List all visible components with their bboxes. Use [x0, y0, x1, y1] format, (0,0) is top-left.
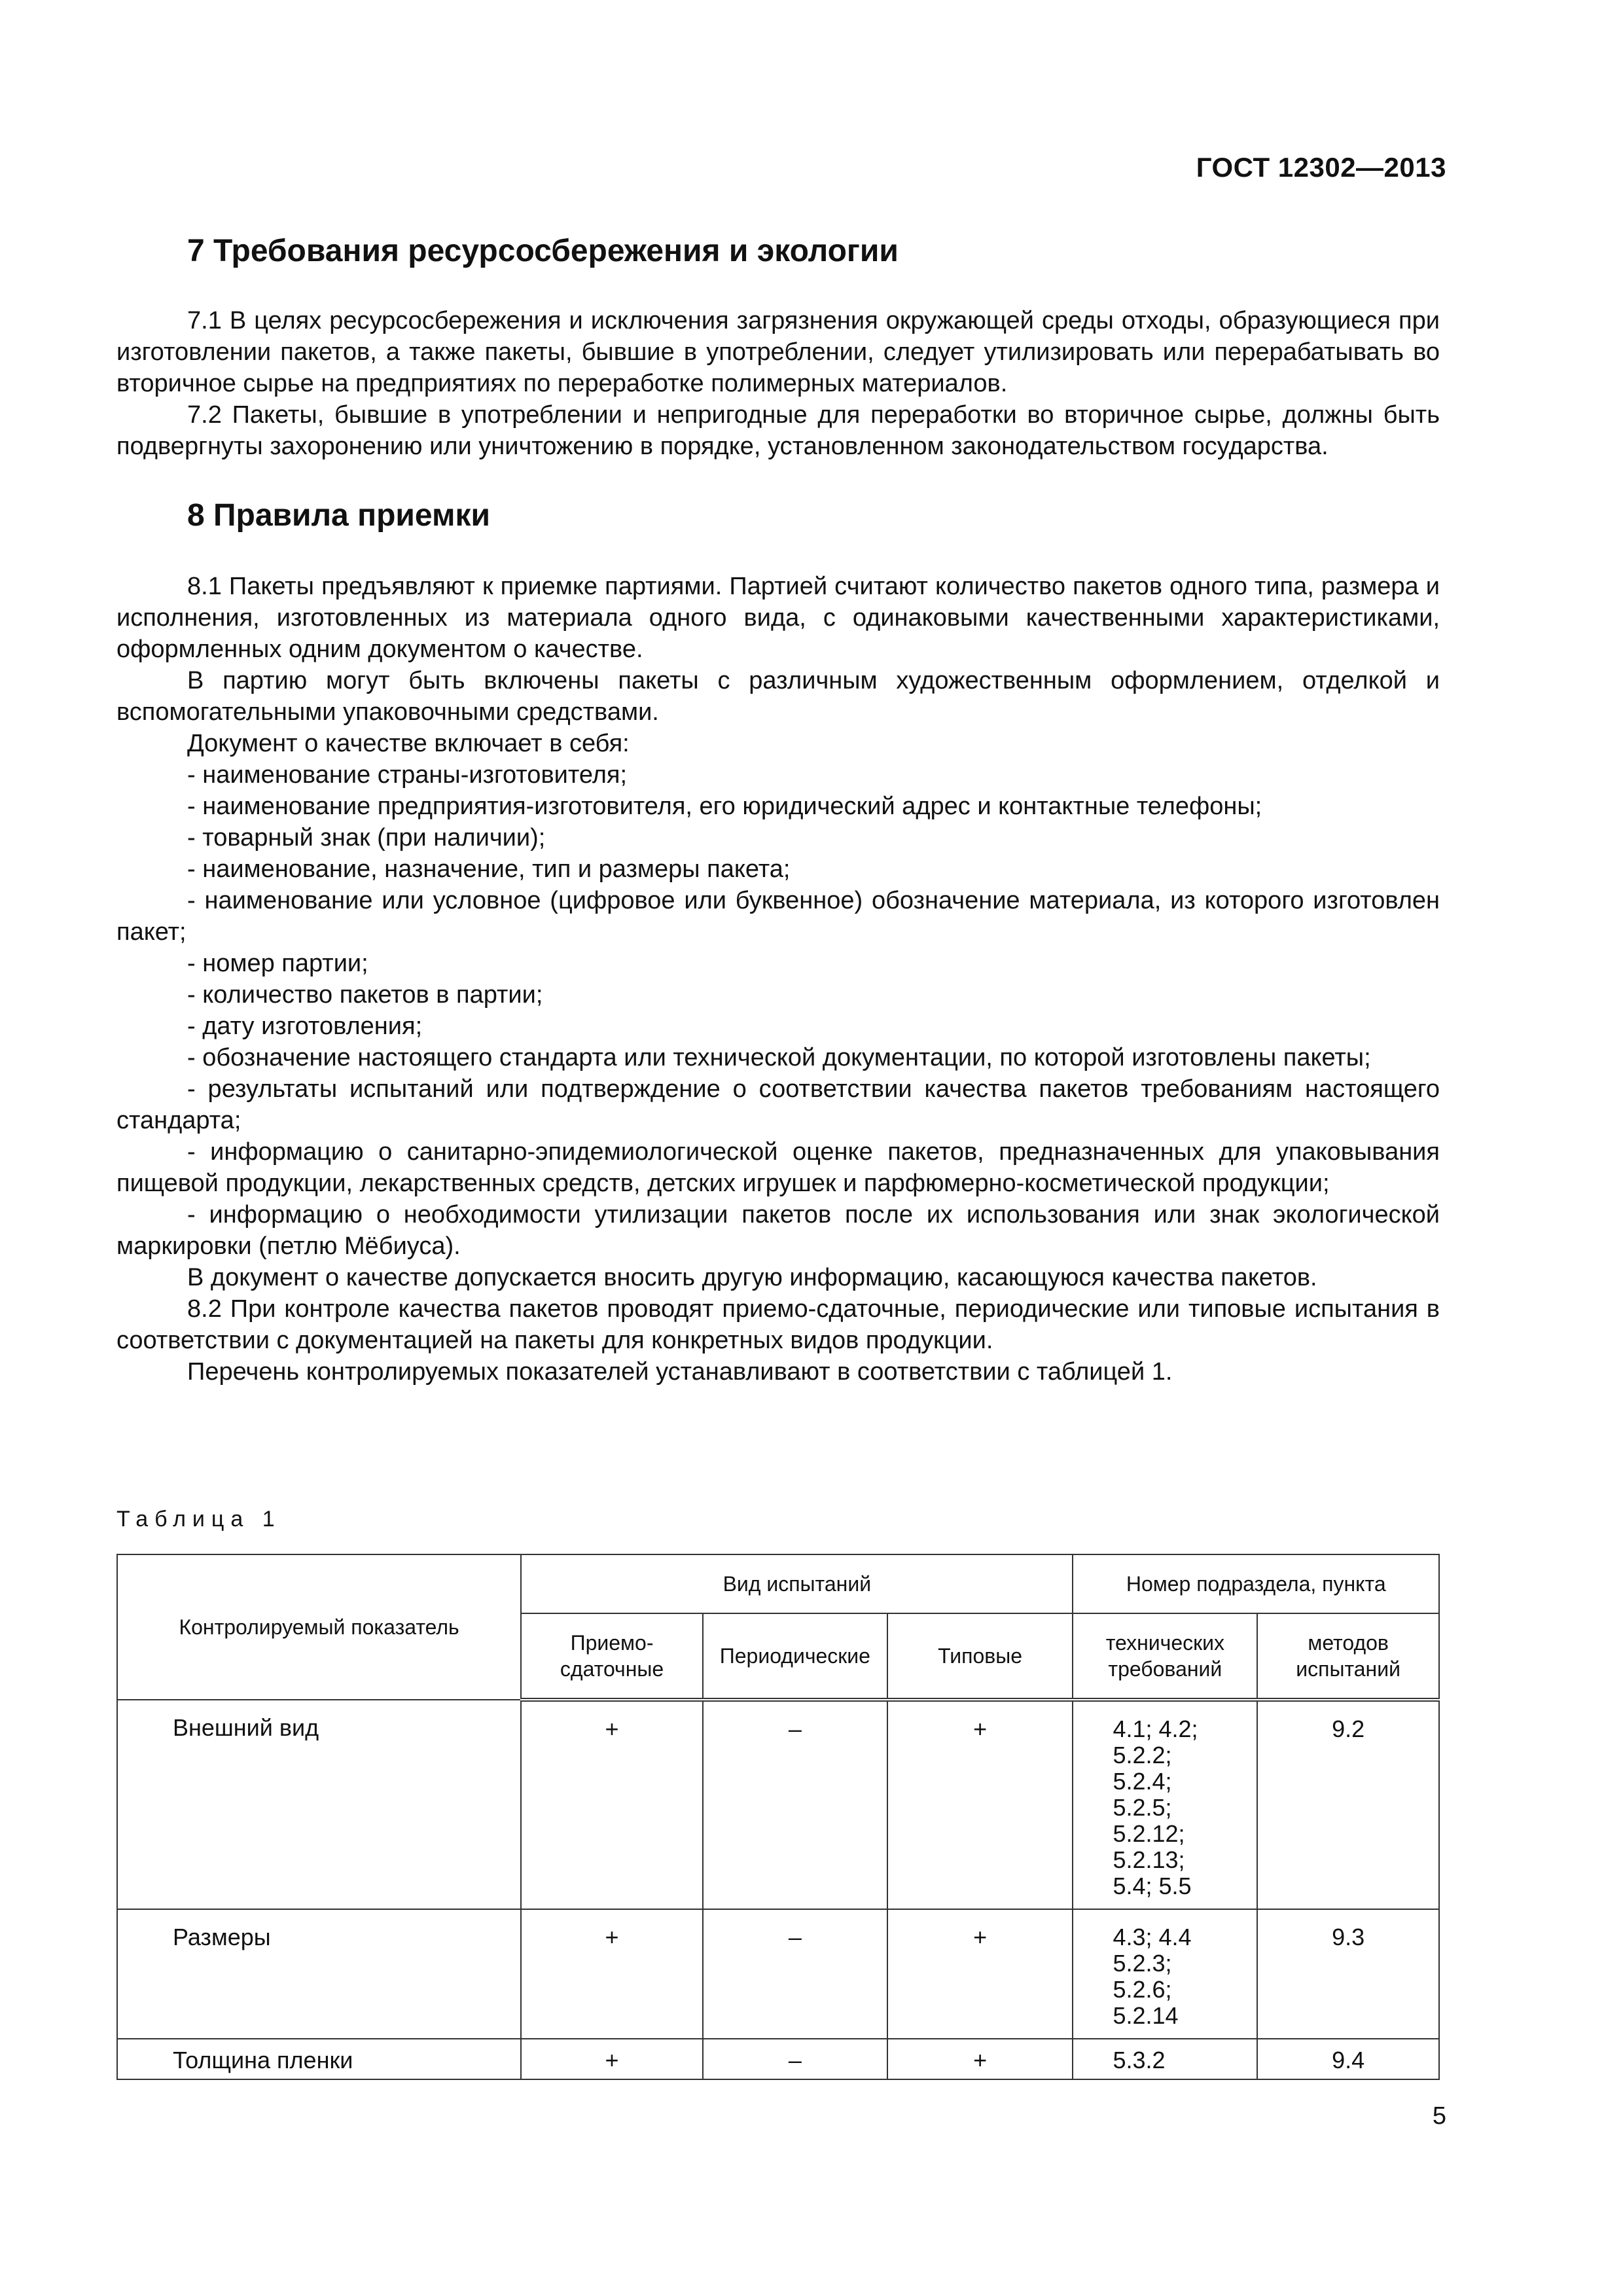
clause-ref: 5.2.2; — [1113, 1742, 1172, 1768]
paragraph-7-2: 7.2 Пакеты, бывшие в употреблении и непригодные для переработки во вторичное сырье, должны быть подвергнуты захоронению или уничтожению в порядке, установленном законодательством государства. — [116, 401, 1440, 460]
header-indicator: Контролируемый показатель — [117, 1554, 521, 1700]
clause-ref: 4.1; 4.2; — [1113, 1715, 1198, 1742]
cell-test-methods: 9.3 — [1257, 1909, 1439, 2039]
section-7-title: 7 Требования ресурсосбережения и экологии — [187, 234, 899, 268]
clause-ref: 5.2.6; — [1113, 1976, 1172, 2003]
cell-tech-requirements — [1073, 1909, 1257, 2039]
table-row — [117, 1909, 1439, 2039]
header-test-methods: методов испытаний — [1257, 1613, 1439, 1700]
list-item: - наименование или условное (цифровое или буквенное) обозначение материала, из которого изготовлен пакет; — [116, 887, 1440, 946]
cell-indicator: Внешний вид — [117, 1700, 521, 1909]
clause-ref: 5.2.13; — [1113, 1846, 1185, 1873]
paragraph-8-1: 8.1 Пакеты предъявляют к приемке партиями. Партией считают количество пакетов одного типа, размера и исполнения, изготовленных из материала одного вида, с одинаковыми качественными характеристиками, оформленных одним документом о качестве. — [116, 573, 1440, 663]
cell-type-tests: + — [887, 1700, 1073, 1909]
standard-header: ГОСТ 12302—2013 — [1196, 152, 1446, 183]
section-8-title: 8 Правила приемки — [187, 498, 491, 533]
inspection-table — [116, 1554, 1440, 2080]
list-item: - номер партии; — [187, 950, 368, 977]
list-item: - наименование предприятия-изготовителя, его юридический адрес и контактные телефоны; — [187, 793, 1262, 820]
list-item: - товарный знак (при наличии); — [187, 824, 546, 852]
table-row — [117, 1700, 1439, 1909]
header-type-tests: Типовые — [887, 1613, 1073, 1700]
page-content — [116, 229, 1440, 1388]
list-item: - информацию о необходимости утилизации пакетов после их использования или знак экологической маркировки (петлю Мёбиуса). — [116, 1201, 1440, 1260]
paragraph: Перечень контролируемых показателей устанавливают в соответствии с таблицей 1. — [187, 1358, 1173, 1386]
cell-type-tests: + — [887, 1909, 1073, 2039]
list-item: - обозначение настоящего стандарта или технической документации, по которой изготовлены пакеты; — [187, 1044, 1371, 1071]
cell-acceptance: + — [521, 1909, 703, 2039]
cell-indicator: Толщина пленки — [117, 2039, 521, 2079]
cell-periodic: – — [703, 1909, 887, 2039]
cell-test-methods: 9.2 — [1257, 1700, 1439, 1909]
paragraph-7-1: 7.1 В целях ресурсосбережения и исключения загрязнения окружающей среды отходы, образующиеся при изготовлении пакетов, а также пакеты, бывшие в употреблении, следует утилизировать или перерабатывать во вторичное сырье на предприятиях по переработке полимерных материалов. — [116, 307, 1440, 397]
paragraph: Документ о качестве включает в себя: — [187, 730, 630, 757]
cell-test-methods: 9.4 — [1257, 2039, 1439, 2079]
clause-ref: 5.2.5; — [1113, 1794, 1172, 1821]
cell-acceptance: + — [521, 2039, 703, 2079]
table-row — [117, 2039, 1439, 2079]
list-item: - информацию о санитарно-эпидемиологической оценке пакетов, предназначенных для упаковывания пищевой продукции, лекарственных средств, детских игрушек и парфюмерно-косметической продукции; — [116, 1138, 1440, 1197]
table-caption: Таблица 1 — [116, 1507, 281, 1532]
header-test-type: Вид испытаний — [521, 1554, 1073, 1613]
clause-ref: 5.2.12; — [1113, 1820, 1185, 1847]
list-item: - количество пакетов в партии; — [187, 981, 543, 1009]
clause-ref: 4.3; 4.4 — [1113, 1924, 1192, 1950]
paragraph: В документ о качестве допускается вносить другую информацию, касающуюся качества пакетов. — [187, 1264, 1317, 1291]
clause-ref: 5.3.2 — [1113, 2047, 1166, 2073]
cell-indicator: Размеры — [117, 1909, 521, 2039]
list-item: - дату изготовления; — [187, 1013, 423, 1040]
clause-ref: 5.2.14 — [1113, 2002, 1179, 2029]
cell-type-tests: + — [887, 2039, 1073, 2079]
header-periodic: Периодические — [703, 1613, 887, 1700]
list-item: - наименование страны-изготовителя; — [187, 761, 628, 789]
cell-tech-requirements — [1073, 2039, 1257, 2079]
header-clause-number: Номер подраздела, пункта — [1073, 1554, 1439, 1613]
cell-acceptance: + — [521, 1700, 703, 1909]
paragraph: В партию могут быть включены пакеты с различным художественным оформлением, отделкой и вспомогательными упаковочными средствами. — [116, 667, 1440, 726]
header-acceptance: Приемо- сдаточные — [521, 1613, 703, 1700]
list-item: - результаты испытаний или подтверждение о соответствии качества пакетов требованиям настоящего стандарта; — [116, 1075, 1440, 1134]
cell-periodic: – — [703, 2039, 887, 2079]
clause-ref: 5.2.4; — [1113, 1768, 1172, 1795]
header-tech-requirements: технических требований — [1073, 1613, 1257, 1700]
clause-ref: 5.2.3; — [1113, 1950, 1172, 1977]
cell-periodic: – — [703, 1700, 887, 1909]
clause-ref: 5.4; 5.5 — [1113, 1873, 1192, 1899]
page-number: 5 — [1432, 2102, 1446, 2130]
cell-tech-requirements — [1073, 1700, 1257, 1909]
list-item: - наименование, назначение, тип и размеры пакета; — [187, 855, 791, 883]
paragraph-8-2: 8.2 При контроле качества пакетов проводят приемо-сдаточные, периодические или типовые испытания в соответствии с документацией на пакеты для конкретных видов продукции. — [116, 1295, 1440, 1354]
